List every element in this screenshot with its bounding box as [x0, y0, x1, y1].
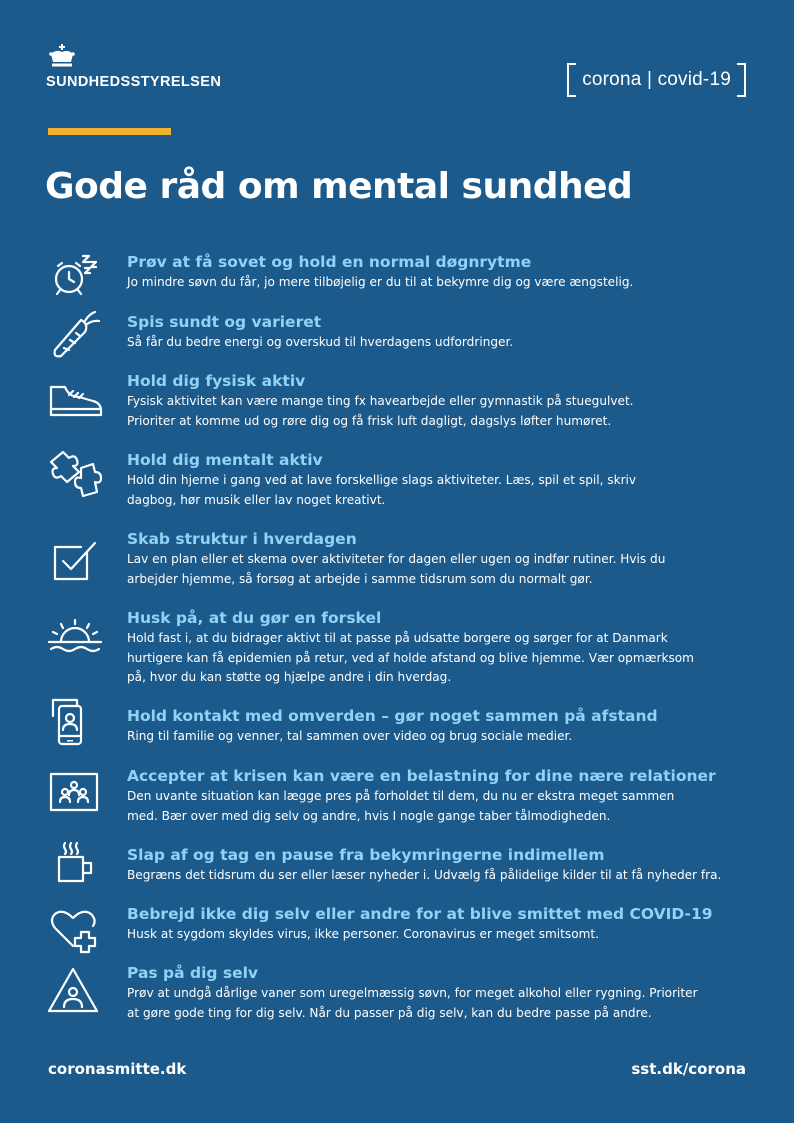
group-screen-icon [47, 768, 105, 818]
puzzle-icon [47, 448, 105, 498]
advice-text [127, 766, 757, 826]
advice-heading: Spis sundt og varieret [127, 313, 322, 331]
advice-text [127, 963, 757, 1023]
advice-body: Jo mindre søvn du får, jo mere tilbøjelig er du til at bekymre dig og være ængstelig. [127, 275, 634, 289]
advice-body: Ring til familie og venner, tal sammen over video og brug sociale medier. [127, 729, 573, 743]
advice-text [127, 252, 757, 293]
advice-heading: Accepter at krisen kan være en belastning for dine nære relationer [127, 767, 716, 785]
advice-body: Hold fast i, at du bidrager aktivt til at passe på udsatte borgere og sørger for at Danmark hurtigere kan få epidemien på retur, ved af holde afstand og blive hjemme. Vær opmærksom på, hvor du kan støtte og hjælpe andre i din hverdag. [127, 631, 694, 684]
hot-cup-icon [47, 839, 105, 889]
heart-plus-icon [47, 906, 105, 956]
advice-heading: Skab struktur i hverdagen [127, 530, 357, 548]
advice-body: Den uvante situation kan lægge pres på forholdet til dem, du nu er ekstra meget sammen med. Bær over med dig selv og andre, hvis I nogle gange taber tålmodigheden. [127, 789, 675, 823]
advice-heading: Pas på dig selv [127, 964, 259, 982]
bracket-left [567, 63, 576, 97]
advice-heading: Slap af og tag en pause fra bekymringerne indimellem [127, 846, 605, 864]
advice-body: Så får du bedre energi og overskud til hverdagens udfordringer. [127, 335, 514, 349]
advice-text [127, 845, 757, 886]
advice-body: Hold din hjerne i gang ved at lave forskellige slags aktiviteter. Læs, spil et spil, skriv dagbog, hør musik eller lav noget kreativt. [127, 473, 637, 507]
advice-body: Prøv at undgå dårlige vaner som uregelmæssig søvn, for meget alkohol eller rygning. Prioriter at gøre gode ting for dig selv. Når du passer på dig selv, kan du bedre passe på andre. [127, 986, 698, 1020]
advice-body: Begræns det tidsrum du ser eller læser nyheder i. Udvælg få pålidelige kilder til at få nyheder fra. [127, 868, 722, 882]
advice-text [127, 706, 757, 747]
checkbox-icon [47, 535, 105, 585]
carrot-icon [47, 310, 105, 360]
advice-body: Lav en plan eller et skema over aktiviteter for dagen eller ugen og indfør rutiner. Hvis du arbejder hjemme, så forsøg at arbejde i samme tidsrum som du normalt gør. [127, 552, 666, 586]
advice-heading: Prøv at få sovet og hold en normal døgnrytme [127, 253, 532, 271]
advice-text [127, 529, 757, 589]
sneaker-icon [47, 375, 105, 425]
advice-body: Husk at sygdom skyldes virus, ikke personer. Coronavirus er meget smitsomt. [127, 927, 599, 941]
advice-text [127, 450, 757, 510]
phone-video-icon [47, 698, 105, 748]
advice-heading: Bebrejd ikke dig selv eller andre for at blive smittet med COVID-19 [127, 905, 713, 923]
sundhedsstyrelsen-logo [46, 44, 221, 90]
advice-text [127, 312, 757, 353]
sleep-clock-icon [47, 252, 105, 302]
advice-text [127, 608, 757, 688]
brand-label: corona | covid-19 [582, 69, 731, 90]
advice-heading: Husk på, at du gør en forskel [127, 609, 382, 627]
sunrise-icon [47, 616, 105, 666]
org-name: SUNDHEDSSTYRELSEN [46, 74, 222, 90]
advice-heading: Hold kontakt med omverden – gør noget sammen på afstand [127, 707, 658, 725]
person-triangle-icon [47, 967, 105, 1017]
page-title: Gode råd om mental sundhed [45, 166, 633, 207]
accent-bar [48, 128, 171, 135]
corona-covid-brand [567, 64, 746, 96]
sst-corona-link[interactable]: sst.dk/corona [631, 1060, 746, 1078]
advice-heading: Hold dig fysisk aktiv [127, 372, 306, 390]
advice-body: Fysisk aktivitet kan være mange ting fx havearbejde eller gymnastik på stuegulvet. Prioriter at komme ud og røre dig og få frisk luft dagligt, dagslys løfter humøret. [127, 394, 634, 428]
bracket-right [737, 63, 746, 97]
advice-text [127, 371, 757, 431]
coronasmitte-link[interactable]: coronasmitte.dk [48, 1060, 187, 1078]
advice-text [127, 904, 757, 945]
advice-heading: Hold dig mentalt aktiv [127, 451, 323, 469]
crown-icon [48, 44, 76, 70]
